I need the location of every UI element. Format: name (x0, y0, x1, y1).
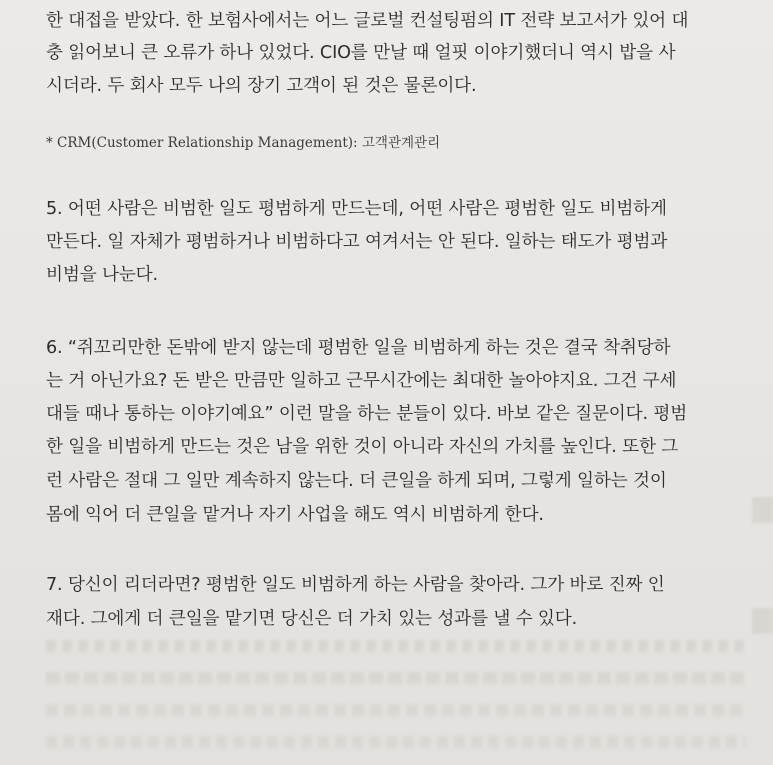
paragraph-line: 5. 어떤 사람은 비범한 일도 평범하게 만드는데, 어떤 사람은 평범한 일도 비범하게 (46, 199, 667, 219)
paragraph-line: 시더라. 두 회사 모두 나의 장기 고객이 된 것은 물론이다. (46, 76, 477, 96)
paragraph-line: 만든다. 일 자체가 평범하거나 비범하다고 여겨서는 안 된다. 일하는 태도가 평범과 (46, 232, 668, 252)
paragraph-line: 충 읽어보니 큰 오류가 하나 있었다. CIO를 만날 때 얼핏 이야기했더니 역시 밥을 사 (46, 43, 676, 63)
page-tab-mark (752, 608, 773, 634)
show-through-text (46, 704, 746, 716)
paragraph-line: 한 일을 비범하게 만드는 것은 남을 위한 것이 아니라 자신의 가치를 높인다. 또한 그 (46, 437, 679, 457)
paragraph-line: 몸에 익어 더 큰일을 맡거나 자기 사업을 해도 역시 비범하게 한다. (46, 505, 544, 525)
paragraph-line: 런 사람은 절대 그 일만 계속하지 않는다. 더 큰일을 하게 되며, 그렇게 일하는 것이 (46, 471, 667, 491)
show-through-text (46, 736, 746, 748)
paragraph-line: 한 대접을 받았다. 한 보험사에서는 어느 글로벌 컨설팅펌의 IT 전략 보고서가 있어 대 (46, 11, 689, 31)
show-through-text (46, 672, 746, 684)
paragraph-line: 7. 당신이 리더라면? 평범한 일도 비범하게 하는 사람을 찾아라. 그가 바로 진짜 인 (46, 575, 665, 595)
paragraph-line: 재다. 그에게 더 큰일을 맡기면 당신은 더 가치 있는 성과를 낼 수 있다. (46, 609, 578, 629)
paragraph-line: 대들 때나 통하는 이야기예요” 이런 말을 하는 분들이 있다. 바보 같은 질문이다. 평범 (46, 404, 688, 424)
footnote: * CRM(Customer Relationship Management): 고객관계관리 (46, 135, 441, 151)
page-tab-mark (752, 497, 773, 523)
paragraph-line: 6. “쥐꼬리만한 돈밖에 받지 않는데 평범한 일을 비범하게 하는 것은 결국 착취당하 (46, 338, 671, 358)
show-through-text (46, 640, 746, 652)
paragraph-line: 는 거 아닌가요? 돈 받은 만큼만 일하고 근무시간에는 최대한 놀아야지요. 그건 구세 (46, 371, 677, 391)
paragraph-line: 비범을 나눈다. (46, 265, 158, 285)
